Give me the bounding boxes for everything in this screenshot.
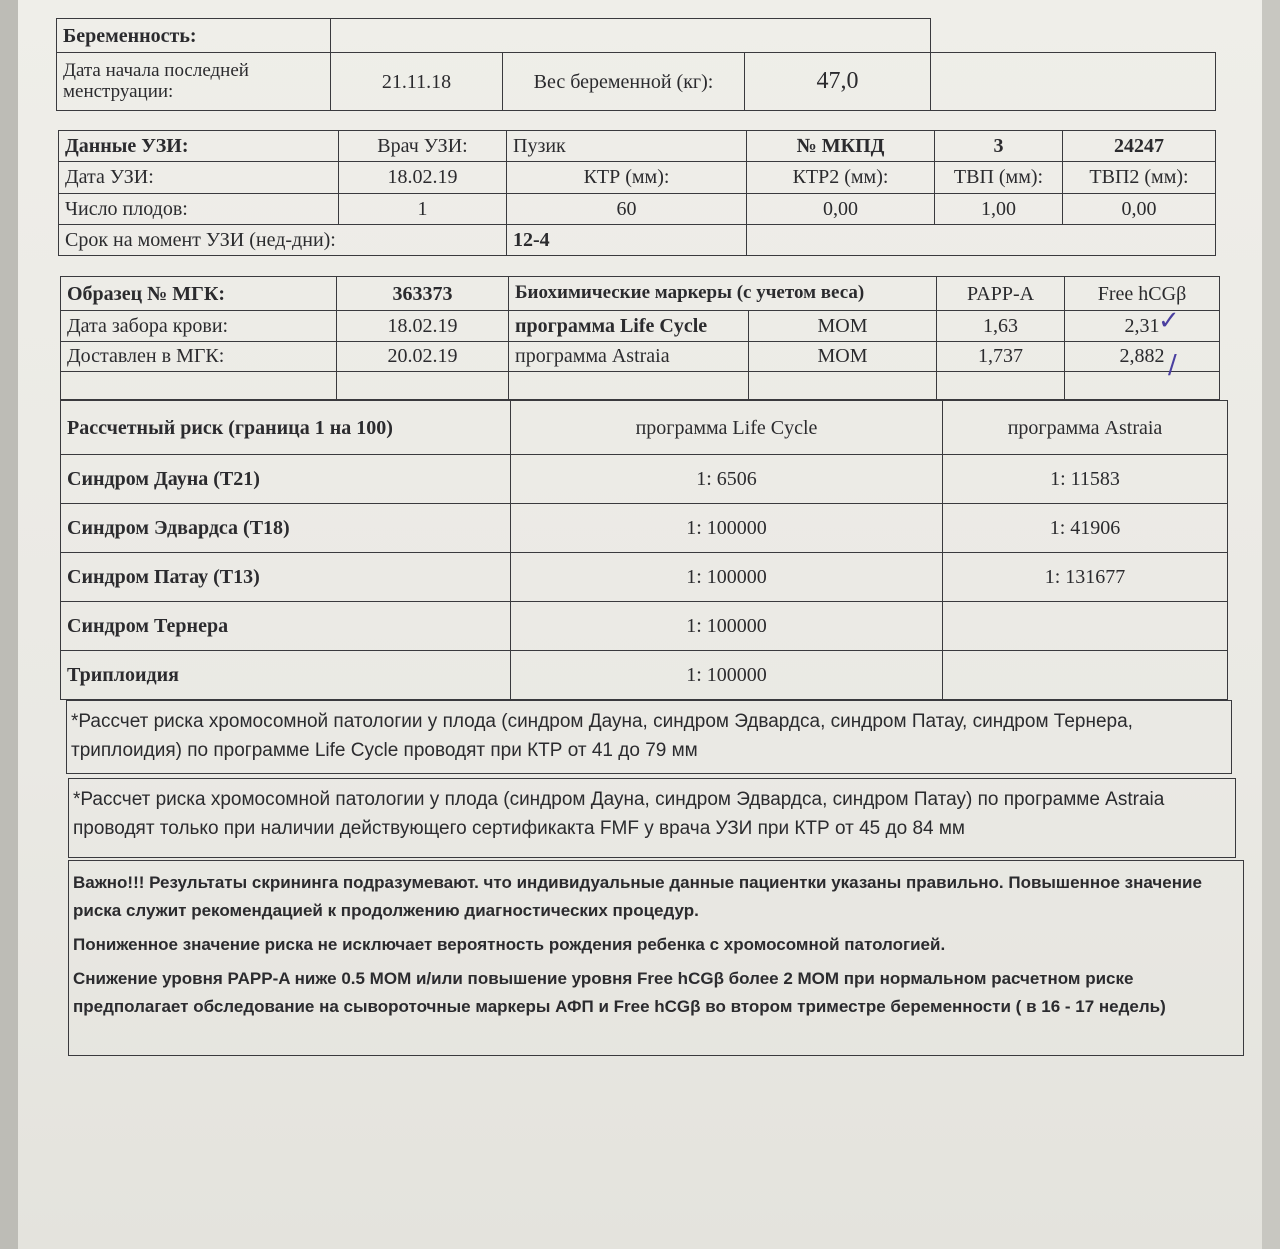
paper-edge-right — [1262, 0, 1280, 1249]
papp-label: PAPP-A — [937, 277, 1065, 311]
check-mark-icon: ✓ — [1158, 306, 1180, 336]
risk-astraia-value — [943, 602, 1228, 651]
risk-astraia-value: 1: 41906 — [943, 504, 1228, 553]
note-lifecycle — [66, 700, 1232, 774]
check-mark-icon: / — [1168, 350, 1177, 380]
note-lifecycle-text: *Рассчет риска хромосомной патологии у плода (синдром Дауна, синдром Эдвардса, синдром Патау, синдром Тернера, триплоидия) по программе Life Cycle проводят при КТР от 41 до 79 мм — [71, 711, 1133, 762]
sample-section — [60, 276, 1220, 400]
program1-label: программа Life Cycle — [509, 311, 749, 341]
ktr2-value: 0,00 — [747, 193, 935, 224]
mkpd-code: 3 — [935, 131, 1063, 162]
sample-number: 363373 — [337, 277, 509, 311]
blood-date-value: 18.02.19 — [337, 311, 509, 341]
note-astraia-text: *Рассчет риска хромосомной патологии у плода (синдром Дауна, синдром Эдвардса, синдром Патау) по программе Astraia проводят только при наличии действующего сертификакта FMF у врача УЗИ при КТР от 45 до 84 мм — [73, 789, 1165, 840]
mom1-label: МОМ — [749, 311, 937, 341]
risk-lifecycle-value: 1: 100000 — [511, 553, 943, 602]
risk-section — [60, 400, 1228, 700]
important-paragraph-2: Пониженное значение риска не исключает вероятность рождения ребенка с хромосомной патологией. — [73, 935, 946, 955]
sample-header: Образец № МГК: — [61, 277, 337, 311]
risk-lifecycle-value: 1: 100000 — [511, 504, 943, 553]
risk-lifecycle-value: 1: 6506 — [511, 455, 943, 504]
papp2-value: 1,737 — [937, 341, 1065, 371]
weight-label: Вес беременной (кг): — [503, 53, 745, 111]
risk-astraia-value — [943, 651, 1228, 700]
risk-lifecycle-value: 1: 100000 — [511, 602, 943, 651]
mkpd-label: № МКПД — [747, 131, 935, 162]
weight-value: 47,0 — [745, 53, 931, 111]
hcg2-value: 2,882 — [1065, 341, 1220, 371]
note-astraia — [68, 778, 1236, 858]
mkpd-number: 24247 — [1063, 131, 1216, 162]
lmp-label: Дата начала последней менструации: — [57, 53, 331, 111]
doctor-label: Врач УЗИ: — [339, 131, 507, 162]
term-label: Срок на момент УЗИ (нед-дни): — [59, 224, 507, 255]
tvp-value: 1,00 — [935, 193, 1063, 224]
risk-row-label: Синдром Тернера — [61, 602, 511, 651]
us-date-label: Дата УЗИ: — [59, 162, 339, 193]
delivered-value: 20.02.19 — [337, 341, 509, 371]
ultrasound-section — [58, 130, 1216, 256]
doctor-name: Пузик — [507, 131, 747, 162]
markers-label: Биохимические маркеры (с учетом веса) — [509, 277, 937, 311]
risk-astraia-value: 1: 131677 — [943, 553, 1228, 602]
tvp2-value: 0,00 — [1063, 193, 1216, 224]
ultrasound-header: Данные УЗИ: — [59, 131, 339, 162]
risk-row-label: Синдром Дауна (Т21) — [61, 455, 511, 504]
fetus-label: Число плодов: — [59, 193, 339, 224]
risk-row-label: Синдром Эдвардса (Т18) — [61, 504, 511, 553]
ktr-value: 60 — [507, 193, 747, 224]
lmp-value: 21.11.18 — [331, 53, 503, 111]
paper-edge-left — [0, 0, 18, 1249]
program2-label: программа Astraia — [509, 341, 749, 371]
mom2-label: МОМ — [749, 341, 937, 371]
risk-col-astraia: программа Astraia — [943, 401, 1228, 455]
risk-row-label: Триплоидия — [61, 651, 511, 700]
important-block — [68, 860, 1244, 1056]
risk-row-label: Синдром Патау (Т13) — [61, 553, 511, 602]
papp1-value: 1,63 — [937, 311, 1065, 341]
important-paragraph-3: Снижение уровня PAPP-A ниже 0.5 МОМ и/или повышение уровня Free hCGβ более 2 МОМ при нормальном расчетном риске предполагает обследование на сывороточные маркеры АФП и Free hCGβ во втором триместре беременности ( в 16 - 17 недель) — [73, 969, 1166, 1017]
risk-astraia-value: 1: 11583 — [943, 455, 1228, 504]
ktr2-label: КТР2 (мм): — [747, 162, 935, 193]
tvp-label: ТВП (мм): — [935, 162, 1063, 193]
risk-lifecycle-value: 1: 100000 — [511, 651, 943, 700]
risk-header: Рассчетный риск (граница 1 на 100) — [61, 401, 511, 455]
important-paragraph-1: Важно!!! Результаты скрининга подразумевают. что индивидуальные данные пациентки указаны правильно. Повышенное значение риска служит рекомендацией к продолжению диагностических процедур. — [73, 873, 1202, 921]
pregnancy-header: Беременность: — [57, 19, 331, 53]
risk-col-lifecycle: программа Life Cycle — [511, 401, 943, 455]
pregnancy-section — [56, 18, 1216, 110]
ktr-label: КТР (мм): — [507, 162, 747, 193]
tvp2-label: ТВП2 (мм): — [1063, 162, 1216, 193]
fetus-value: 1 — [339, 193, 507, 224]
delivered-label: Доставлен в МГК: — [61, 341, 337, 371]
term-value: 12-4 — [507, 224, 747, 255]
us-date-value: 18.02.19 — [339, 162, 507, 193]
hcg1-value: 2,31 — [1065, 311, 1220, 341]
hcg-label: Free hCGβ — [1065, 277, 1220, 311]
blood-date-label: Дата забора крови: — [61, 311, 337, 341]
